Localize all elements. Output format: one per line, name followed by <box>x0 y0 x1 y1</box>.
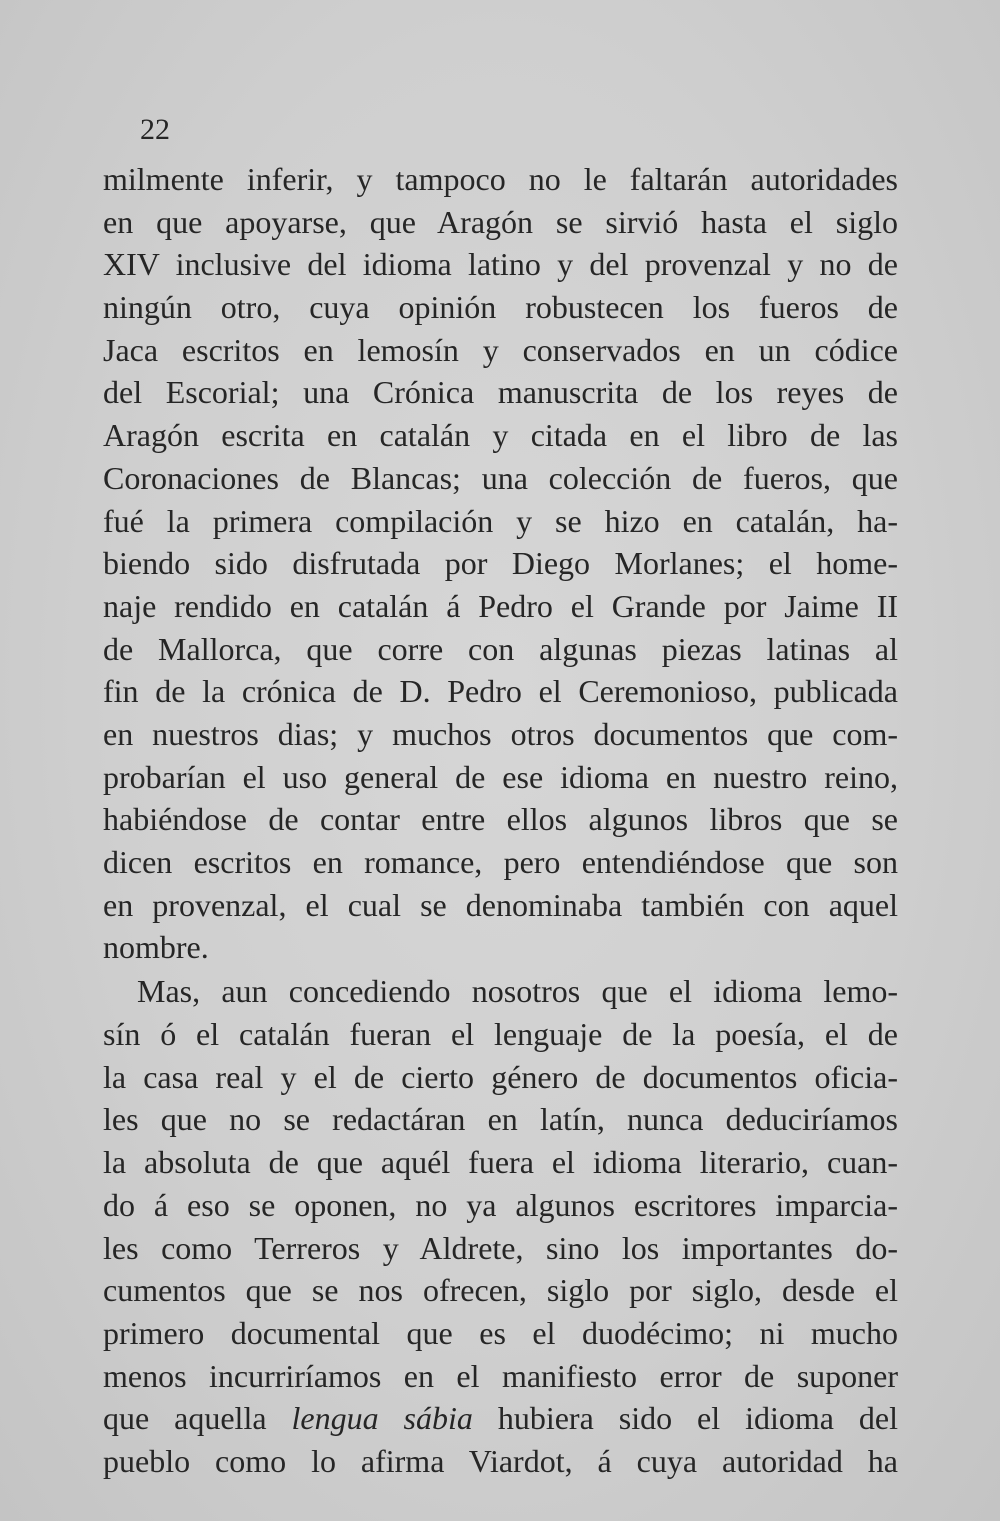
text-line: XIV inclusive del idioma latino y del provenzal y no de <box>103 246 898 283</box>
text-line: en nuestros dias; y muchos otros documentos que com- <box>103 715 898 752</box>
text-line: probarían el uso general de ese idioma en nuestro reino, <box>103 758 898 795</box>
text-line: Jaca escritos en lemosín y conservados en un códice <box>103 331 898 368</box>
text-segment: que aquella <box>103 1400 292 1437</box>
text-line: nombre. <box>103 929 209 966</box>
text-line: biendo sido disfrutada por Diego Morlanes; el home- <box>103 545 898 582</box>
text-line: habiéndose de contar entre ellos algunos libros que se <box>103 801 898 838</box>
text-line: cumentos que se nos ofrecen, siglo por siglo, desde el <box>103 1272 898 1309</box>
text-line: do á eso se oponen, no ya algunos escritores imparcia- <box>103 1186 898 1223</box>
text-line: en provenzal, el cual se denominaba también con aquel <box>103 886 898 923</box>
body-text <box>103 158 898 1483</box>
text-line: pueblo como lo afirma Viardot, á cuya autoridad ha <box>103 1442 898 1479</box>
text-line-with-italic <box>103 1397 898 1440</box>
text-line: sín ó el catalán fueran el lenguaje de la poesía, el de <box>103 1016 898 1053</box>
text-segment: hubiera sido el idioma del <box>472 1400 898 1437</box>
text-line: del Escorial; una Crónica manuscrita de los reyes de <box>103 374 898 411</box>
text-line: ningún otro, cuya opinión robustecen los fueros de <box>103 289 898 326</box>
text-line: les que no se redactáran en latín, nunca deduciríamos <box>103 1101 898 1138</box>
text-line: en que apoyarse, que Aragón se sirvió hasta el siglo <box>103 203 898 240</box>
text-line: de Mallorca, que corre con algunas piezas latinas al <box>103 630 898 667</box>
text-line: naje rendido en catalán á Pedro el Grande por Jaime II <box>103 587 898 624</box>
text-line: milmente inferir, y tampoco no le faltarán autoridades <box>103 161 898 197</box>
text-line: la casa real y el de cierto género de documentos oficia- <box>103 1058 898 1095</box>
text-line: la absoluta de que aquél fuera el idioma literario, cuan- <box>103 1144 898 1181</box>
text-line: menos incurriríamos en el manifiesto error de suponer <box>103 1357 898 1394</box>
text-line: fué la primera compilación y se hizo en catalán, ha- <box>103 502 898 539</box>
text-line: dicen escritos en romance, pero entendiéndose que son <box>103 844 898 880</box>
text-line: primero documental que es el duodécimo; ni mucho <box>103 1314 898 1351</box>
text-line: Coronaciones de Blancas; una colección de fueros, que <box>103 459 898 496</box>
page-number: 22 <box>140 113 170 146</box>
text-line: fin de la crónica de D. Pedro el Ceremonioso, publicada <box>103 673 898 710</box>
text-line: Aragón escrita en catalán y citada en el libro de las <box>103 417 898 454</box>
text-line: les como Terreros y Aldrete, sino los importantes do- <box>103 1229 898 1266</box>
text-line-indented: Mas, aun concediendo nosotros que el idioma lemo- <box>137 973 898 1010</box>
italic-phrase: lengua sábia <box>291 1400 473 1437</box>
